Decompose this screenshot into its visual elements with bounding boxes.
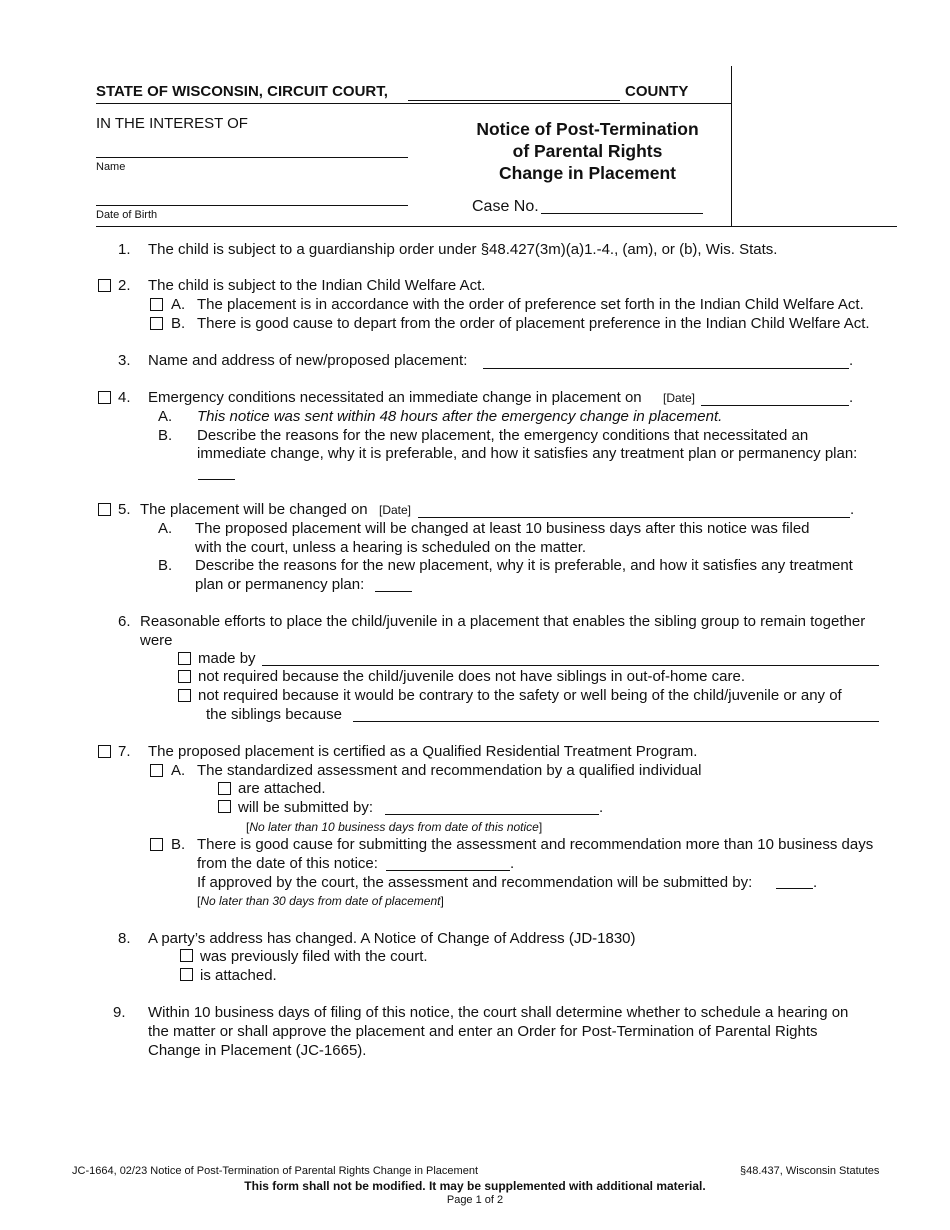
item-8-opt-2: is attached. <box>200 967 277 984</box>
approved-submit-date-field[interactable] <box>776 888 813 889</box>
item-4-number: 4. <box>118 389 131 406</box>
title-line-3: Change in Placement <box>499 163 676 183</box>
item-1-text: The child is subject to a guardianship order under §48.427(3m)(a)1.-4., (am), or (b), Wis. Stats. <box>148 241 778 258</box>
item-9-number: 9. <box>113 1004 126 1021</box>
item-7b-line-1: There is good cause for submitting the assessment and recommendation more than 10 business days <box>197 836 874 853</box>
item-6-line-2: were <box>140 632 173 649</box>
dob-label: Date of Birth <box>96 209 158 221</box>
item-6-contrary-checkbox[interactable] <box>178 689 191 702</box>
name-field[interactable] <box>96 157 408 158</box>
item-2-checkbox[interactable] <box>98 279 111 292</box>
made-by-field[interactable] <box>262 665 879 666</box>
item-6-made-by-checkbox[interactable] <box>178 652 191 665</box>
item-8-number: 8. <box>118 930 131 947</box>
item-5-end: . <box>850 501 855 518</box>
item-5-text: The placement will be changed on <box>140 501 368 518</box>
name-label: Name <box>96 161 126 173</box>
footer-statute: §48.437, Wisconsin Statutes <box>740 1165 880 1177</box>
item-4-checkbox[interactable] <box>98 391 111 404</box>
title-line-1: Notice of Post-Termination <box>476 119 699 139</box>
item-7a-opt-2: will be submitted by: <box>238 799 374 816</box>
item-7a-end: . <box>599 799 604 816</box>
item-2a-label: A. <box>171 296 186 313</box>
item-4-text: Emergency conditions necessitated an immediate change in placement on <box>148 389 642 406</box>
item-6-no-siblings-checkbox[interactable] <box>178 670 191 683</box>
item-2a-checkbox[interactable] <box>150 298 163 311</box>
item-7b-line-3-end: . <box>813 874 818 891</box>
item-2-number: 2. <box>118 277 131 294</box>
item-6-opt-1: made by <box>198 650 256 667</box>
item-5a-line-2: with the court, unless a hearing is scheduled on the matter. <box>195 539 587 556</box>
item-5-date-hint: [Date] <box>379 503 412 517</box>
item-9-line-1: Within 10 business days of filing of this notice, the court shall determine whether to schedule a hearing on <box>148 1004 849 1021</box>
emergency-reasons-field[interactable] <box>198 479 235 480</box>
item-3-number: 3. <box>118 352 131 369</box>
form-title <box>445 118 730 184</box>
item-4a-text: This notice was sent within 48 hours after the emergency change in placement. <box>197 408 723 425</box>
placement-reasons-field[interactable] <box>375 591 412 592</box>
item-5-number: 5. <box>118 501 131 518</box>
item-2b-label: B. <box>171 315 186 332</box>
siblings-because-field[interactable] <box>353 721 879 722</box>
item-8-opt-1: was previously filed with the court. <box>200 948 428 965</box>
item-8-filed-checkbox[interactable] <box>180 949 193 962</box>
item-4a-label: A. <box>158 408 173 425</box>
item-2b-checkbox[interactable] <box>150 317 163 330</box>
item-7a-opt-1: are attached. <box>238 780 326 797</box>
header-bottom-rule <box>96 226 897 227</box>
item-8-attached-checkbox[interactable] <box>180 968 193 981</box>
dob-field[interactable] <box>96 205 408 206</box>
title-line-2: of Parental Rights <box>512 141 663 161</box>
item-7b-line-2: from the date of this notice: <box>197 855 378 872</box>
item-8-text: A party’s address has changed. A Notice of Change of Address (JD-1830) <box>148 930 636 947</box>
item-5b-line-1: Describe the reasons for the new placement, why it is preferable, and how it satisfies any treatment <box>195 557 853 574</box>
item-6-opt-2: not required because the child/juvenile does not have siblings in out-of-home care. <box>198 668 746 685</box>
item-7b-line-3: If approved by the court, the assessment and recommendation will be submitted by: <box>197 874 753 891</box>
item-4b-label: B. <box>158 427 173 444</box>
item-6-opt-3-line-1: not required because it would be contrary to the safety or well being of the child/juvenile or any of <box>198 687 842 704</box>
item-7a-attached-checkbox[interactable] <box>218 782 231 795</box>
item-5a-line-1: The proposed placement will be changed at least 10 business days after this notice was filed <box>195 520 810 537</box>
item-7-checkbox[interactable] <box>98 745 111 758</box>
item-1-number: 1. <box>118 241 131 258</box>
case-no-label: Case No. <box>472 198 539 215</box>
item-7b-note: [No later than 30 days from date of placement] <box>197 894 444 908</box>
county-name-field[interactable] <box>408 100 620 101</box>
footer-notice: This form shall not be modified. It may be supplemented with additional material. <box>244 1179 706 1193</box>
item-6-opt-3-line-2: the siblings because <box>206 706 342 723</box>
item-2b-text: There is good cause to depart from the order of placement preference in the Indian Child Welfare Act. <box>197 315 870 332</box>
item-7a-label: A. <box>171 762 186 779</box>
court-heading: STATE OF WISCONSIN, CIRCUIT COURT, <box>96 83 388 100</box>
item-7-text: The proposed placement is certified as a Qualified Residential Treatment Program. <box>148 743 698 760</box>
change-date-field[interactable] <box>418 517 850 518</box>
new-placement-field[interactable] <box>483 368 849 369</box>
item-3-text: Name and address of new/proposed placement: <box>148 352 468 369</box>
item-4b-line-1: Describe the reasons for the new placement, the emergency conditions that necessitated an <box>197 427 809 444</box>
item-7a-checkbox[interactable] <box>150 764 163 777</box>
item-6-number: 6. <box>118 613 131 630</box>
item-7a-note-text: No later than 10 business days from date of this notice <box>249 820 539 834</box>
item-7b-note-text: No later than 30 days from date of placement <box>200 894 441 908</box>
item-2-text: The child is subject to the Indian Child Welfare Act. <box>148 277 486 294</box>
item-7b-label: B. <box>171 836 186 853</box>
item-7-number: 7. <box>118 743 131 760</box>
item-5-checkbox[interactable] <box>98 503 111 516</box>
item-7b-checkbox[interactable] <box>150 838 163 851</box>
footer-page-number: Page 1 of 2 <box>446 1194 504 1206</box>
in-interest-of-label: IN THE INTEREST OF <box>96 115 248 132</box>
footer-form-id: JC-1664, 02/23 Notice of Post-Termination of Parental Rights Change in Placement <box>72 1165 478 1177</box>
item-5a-label: A. <box>158 520 173 537</box>
item-7b-line-2-end: . <box>510 855 515 872</box>
header-rule <box>96 103 731 104</box>
item-3-end: . <box>849 352 854 369</box>
county-label: COUNTY <box>625 83 689 100</box>
assessment-submit-date-field[interactable] <box>385 814 599 815</box>
item-7a-text: The standardized assessment and recommendation by a qualified individual <box>197 762 702 779</box>
good-cause-date-field[interactable] <box>386 870 510 871</box>
emergency-date-field[interactable] <box>701 405 849 406</box>
case-no-field[interactable] <box>541 213 703 214</box>
item-7a-note: [No later than 10 business days from date of this notice] <box>246 820 543 834</box>
item-7a-submitted-checkbox[interactable] <box>218 800 231 813</box>
item-4b-line-2: immediate change, why it is preferable, and how it satisfies any treatment plan or permanency plan: <box>197 445 858 462</box>
item-4-date-hint: [Date] <box>663 391 696 405</box>
header-divider <box>731 66 732 226</box>
item-2a-text: The placement is in accordance with the order of preference set forth in the Indian Child Welfare Act. <box>197 296 864 313</box>
item-9-line-2: the matter or shall approve the placement and enter an Order for Post-Termination of Parental Rights <box>148 1023 818 1040</box>
item-5b-label: B. <box>158 557 173 574</box>
item-5b-line-2: plan or permanency plan: <box>195 576 365 593</box>
item-4-end: . <box>849 389 854 406</box>
item-6-line-1: Reasonable efforts to place the child/juvenile in a placement that enables the sibling group to remain together <box>140 613 866 630</box>
item-9-line-3: Change in Placement (JC-1665). <box>148 1042 367 1059</box>
